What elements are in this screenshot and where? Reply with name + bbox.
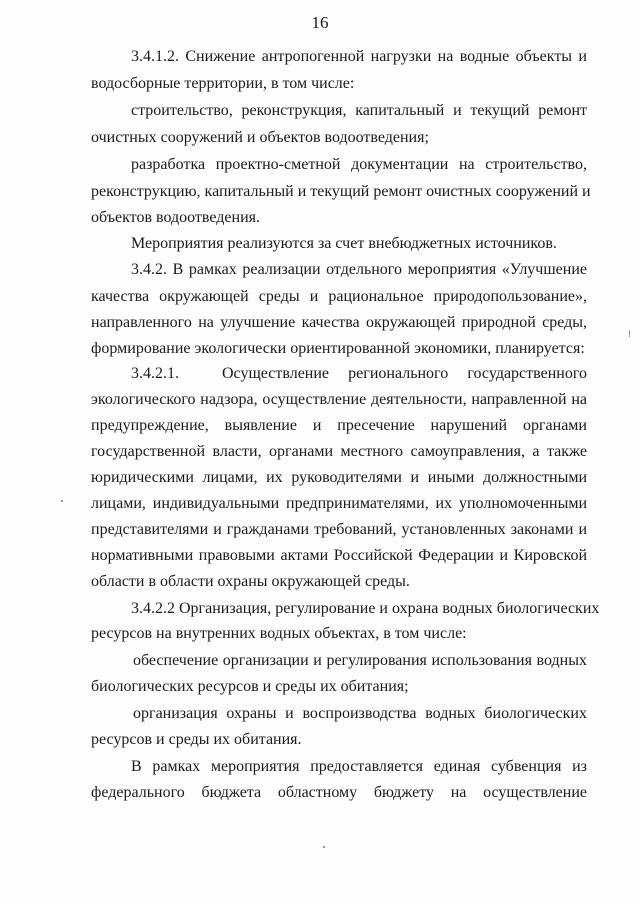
text-line: области в области охраны окружающей среды. — [91, 573, 410, 590]
text-line: Осуществление регионального государственного — [222, 365, 587, 382]
scan-speck — [323, 846, 325, 848]
text-line: обеспечение организации и регулирования использования водных — [133, 652, 587, 669]
text-line: строительство, реконструкция, капитальный и текущий ремонт — [131, 102, 587, 119]
text-line: Мероприятия реализуются за счет внебюджетных источников. — [131, 235, 557, 252]
text-line: качества окружающей среды и рациональное природопользование», — [91, 288, 587, 305]
text-line: предупреждение, выявление и пресечение нарушений органами — [91, 417, 587, 434]
text-line: объектов водоотведения. — [91, 209, 260, 226]
text-line: 3.4.2. В рамках реализации отдельного мероприятия «Улучшение — [131, 261, 587, 278]
section-number: 3.4.2.1. — [131, 365, 179, 382]
text-line: лицами, индивидуальными предпринимателями, их уполномоченными — [91, 495, 587, 512]
text-line: 3.4.1.2. Снижение антропогенной нагрузки на водные объекты и — [131, 48, 587, 65]
text-line: экологического надзора, осуществление деятельности, направленной на — [91, 391, 587, 408]
text-line: ресурсов и среды их обитания. — [91, 731, 302, 748]
text-line: государственной власти, органами местного самоуправления, а также — [91, 443, 587, 460]
text-line: разработка проектно-сметной документации на строительство, — [131, 156, 587, 173]
scan-speck — [61, 500, 63, 502]
text-line: федерального бюджета областному бюджету на осуществление — [91, 784, 587, 801]
text-line: биологических ресурсов и среды их обитания; — [91, 678, 409, 695]
text-line: нормативными правовыми актами Российской Федерации и Кировской — [91, 547, 587, 564]
text-line: направленного на улучшение качества окружающей природной среды, — [91, 314, 587, 331]
text-line: реконструкцию, капитальный и текущий ремонт очистных сооружений и — [91, 183, 591, 200]
scan-speck — [629, 330, 630, 337]
text-line: очистных сооружений и объектов водоотведения; — [91, 129, 429, 146]
text-line: организация охраны и воспроизводства водных биологических — [133, 705, 587, 722]
page-number: 16 — [311, 13, 329, 32]
text-line: представителями и гражданами требований, установленных законами и — [91, 521, 587, 538]
text-line: В рамках мероприятия предоставляется единая субвенция из — [131, 758, 587, 775]
text-line: 3.4.2.2 Организация, регулирование и охрана водных биологических — [131, 600, 600, 617]
text-line: водосборные территории, в том числе: — [91, 75, 355, 92]
text-line: юридическими лицами, их руководителями и иными должностными — [91, 469, 587, 486]
text-line: формирование экологически ориентированной экономики, планируется: — [91, 340, 585, 357]
text-line: ресурсов на внутренних водных объектах, в том числе: — [91, 625, 467, 642]
